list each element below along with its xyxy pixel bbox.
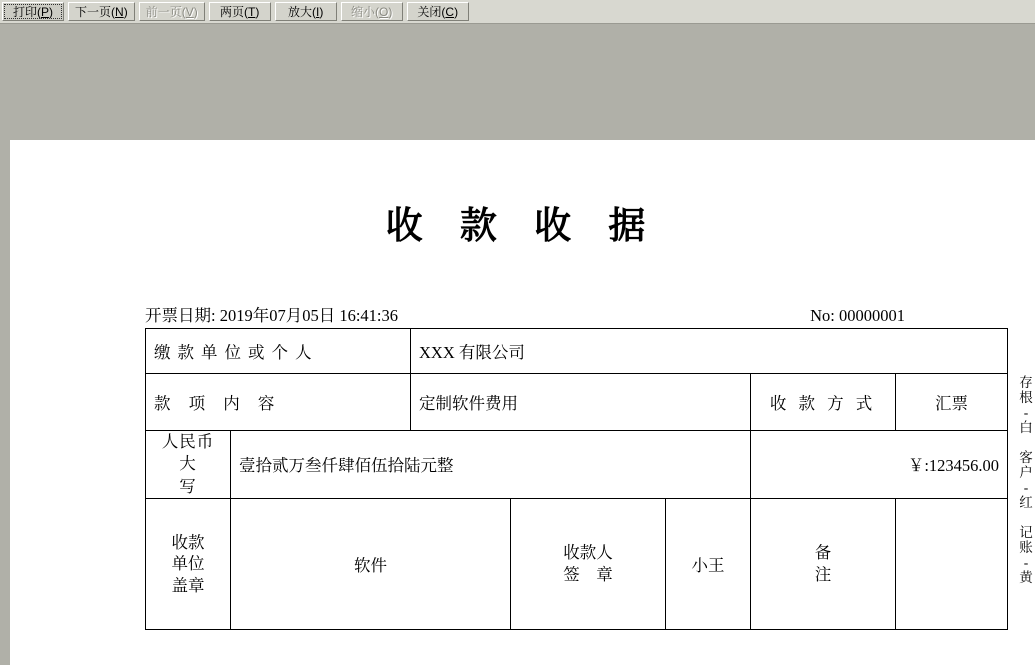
zoom-out-button[interactable]: 缩小 ( O ) bbox=[341, 2, 403, 21]
remark-label-line2: 注 bbox=[814, 564, 832, 584]
rmb-amount-label-line1: 人民币 bbox=[161, 432, 215, 451]
remark-label bbox=[751, 498, 896, 629]
two-pages-button-label: 两页 bbox=[220, 5, 245, 19]
zoom-in-button-label: 放大 bbox=[288, 5, 313, 19]
close-button[interactable]: 关闭 ( C ) bbox=[407, 2, 469, 21]
receipt-table bbox=[145, 328, 1008, 630]
two-pages-button[interactable]: 两页 ( T ) bbox=[209, 2, 271, 21]
issue-date-value: 2019年07月05日 16:41:36 bbox=[219, 306, 399, 325]
payer-label: 缴款单位或个人 bbox=[146, 329, 411, 374]
issue-date-label: 开票日期: bbox=[145, 306, 216, 325]
zoom-in-button[interactable]: 放大 ( I ) bbox=[275, 2, 337, 21]
payer-value: XXX 有限公司 bbox=[411, 329, 1008, 374]
close-button-label: 关闭 bbox=[417, 5, 442, 19]
payment-method-value: 汇票 bbox=[896, 374, 1008, 431]
zoom-out-button-mnemonic: O bbox=[379, 4, 389, 19]
seal-value: 软件 bbox=[231, 498, 511, 629]
receiver-label-line1: 收款人 bbox=[563, 542, 613, 562]
receiver-value: 小王 bbox=[666, 498, 751, 629]
preview-page bbox=[10, 140, 1035, 665]
zoom-out-button-label: 缩小 bbox=[351, 5, 376, 19]
close-button-mnemonic: C bbox=[445, 4, 455, 19]
item-value: 定制软件费用 bbox=[411, 374, 751, 431]
receipt-number-value: 00000001 bbox=[839, 306, 905, 325]
remark-label-line1: 备 bbox=[814, 543, 832, 563]
table-row bbox=[146, 498, 1008, 629]
receiver-label bbox=[511, 498, 666, 629]
next-page-button-label: 下一页 bbox=[75, 5, 112, 19]
receipt-number bbox=[810, 306, 905, 326]
prev-page-button-label: 前一页 bbox=[145, 5, 182, 19]
page-title: 收 款 收 据 bbox=[385, 206, 660, 247]
print-button-label: 打印 bbox=[12, 5, 37, 19]
table-row bbox=[146, 431, 1008, 499]
next-page-button-mnemonic: N bbox=[115, 4, 124, 19]
table-row bbox=[146, 329, 1008, 374]
rmb-amount-label-line2: 大 写 bbox=[179, 454, 232, 496]
print-button[interactable]: 打印 ( P ) bbox=[2, 2, 64, 21]
print-button-mnemonic: P bbox=[41, 4, 50, 19]
item-label: 款 项 内 容 bbox=[146, 374, 411, 431]
print-preview-toolbar bbox=[0, 0, 1035, 24]
issue-date bbox=[145, 302, 398, 326]
two-pages-button-mnemonic: T bbox=[248, 4, 256, 19]
copy-legend: 存 根 - 白 客 户 - 红 记 账 - 黄 bbox=[1019, 375, 1033, 585]
prev-page-button[interactable]: 前一页 ( V ) bbox=[139, 2, 205, 21]
zoom-in-button-mnemonic: I bbox=[316, 4, 320, 19]
receiver-label-line2: 签 章 bbox=[563, 564, 613, 584]
prev-page-button-mnemonic: V bbox=[185, 4, 194, 19]
document-meta bbox=[145, 302, 905, 326]
table-row bbox=[146, 374, 1008, 431]
amount-in-words: 壹拾贰万叁仟肆佰伍拾陆元整 bbox=[231, 431, 751, 499]
next-page-button[interactable]: 下一页 ( N ) bbox=[68, 2, 135, 21]
receipt-number-label: No: bbox=[810, 306, 835, 325]
amount-in-figures: ￥:123456.00 bbox=[751, 431, 1008, 499]
payment-method-label: 收 款 方 式 bbox=[751, 374, 896, 431]
rmb-amount-label bbox=[146, 431, 231, 499]
seal-label: 收款 单位 盖章 bbox=[146, 498, 231, 629]
remark-value bbox=[896, 498, 1008, 629]
